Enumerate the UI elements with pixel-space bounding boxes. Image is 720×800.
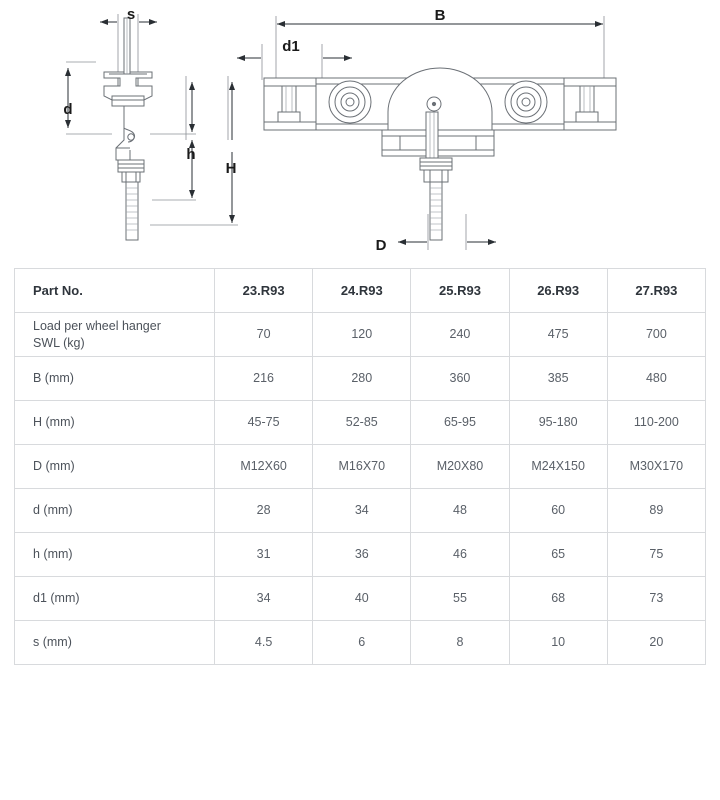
table-cell: 360 bbox=[411, 357, 509, 401]
table-cell: 34 bbox=[313, 489, 411, 533]
table-row bbox=[15, 401, 706, 445]
table-cell: 65 bbox=[509, 533, 607, 577]
table-cell: 45-75 bbox=[215, 401, 313, 445]
table-cell: 52-85 bbox=[313, 401, 411, 445]
table-cell: 280 bbox=[313, 357, 411, 401]
table-cell: 120 bbox=[313, 313, 411, 357]
table-cell: 73 bbox=[607, 577, 705, 621]
table-row bbox=[15, 533, 706, 577]
table-cell: 110-200 bbox=[607, 401, 705, 445]
specification-table bbox=[14, 268, 706, 665]
table-row bbox=[15, 357, 706, 401]
table-cell: 48 bbox=[411, 489, 509, 533]
dimension-label-d1: d1 bbox=[282, 38, 300, 55]
table-cell: 28 bbox=[215, 489, 313, 533]
dimension-label-B: B bbox=[434, 7, 446, 24]
dimension-label-h: h bbox=[186, 146, 196, 163]
table-cell: 70 bbox=[215, 313, 313, 357]
column-header-4: 27.R93 bbox=[607, 269, 705, 313]
table-cell: 480 bbox=[607, 357, 705, 401]
table-row bbox=[15, 445, 706, 489]
row-label: D (mm) bbox=[15, 445, 215, 489]
table-cell: 75 bbox=[607, 533, 705, 577]
table-cell: M12X60 bbox=[215, 445, 313, 489]
row-label: H (mm) bbox=[15, 401, 215, 445]
table-cell: 8 bbox=[411, 621, 509, 665]
table-cell: 60 bbox=[509, 489, 607, 533]
table-cell: 700 bbox=[607, 313, 705, 357]
table-cell: 31 bbox=[215, 533, 313, 577]
table-cell: 6 bbox=[313, 621, 411, 665]
table-row bbox=[15, 577, 706, 621]
spec-table-body bbox=[15, 269, 706, 665]
dimension-label-D: D bbox=[375, 237, 387, 254]
table-header-row bbox=[15, 269, 706, 313]
table-cell: 68 bbox=[509, 577, 607, 621]
table-cell: 89 bbox=[607, 489, 705, 533]
row-label: d1 (mm) bbox=[15, 577, 215, 621]
table-cell: 65-95 bbox=[411, 401, 509, 445]
table-cell: 385 bbox=[509, 357, 607, 401]
table-cell: 36 bbox=[313, 533, 411, 577]
technical-drawing bbox=[0, 0, 720, 268]
dimension-label-s: s bbox=[126, 6, 136, 23]
row-label: d (mm) bbox=[15, 489, 215, 533]
table-cell: 10 bbox=[509, 621, 607, 665]
table-cell: 4.5 bbox=[215, 621, 313, 665]
table-cell: 95-180 bbox=[509, 401, 607, 445]
table-cell: 34 bbox=[215, 577, 313, 621]
table-cell: M20X80 bbox=[411, 445, 509, 489]
table-row bbox=[15, 313, 706, 357]
dimension-label-d: d bbox=[63, 101, 73, 118]
table-cell: 55 bbox=[411, 577, 509, 621]
table-cell: 40 bbox=[313, 577, 411, 621]
table-cell: 475 bbox=[509, 313, 607, 357]
column-header-2: 25.R93 bbox=[411, 269, 509, 313]
row-label: B (mm) bbox=[15, 357, 215, 401]
table-cell: 46 bbox=[411, 533, 509, 577]
column-header-0: 23.R93 bbox=[215, 269, 313, 313]
column-header-3: 26.R93 bbox=[509, 269, 607, 313]
table-cell: M16X70 bbox=[313, 445, 411, 489]
row-label: Load per wheel hanger SWL (kg) bbox=[15, 313, 215, 357]
table-row bbox=[15, 621, 706, 665]
table-cell: 240 bbox=[411, 313, 509, 357]
table-cell: M24X150 bbox=[509, 445, 607, 489]
table-row bbox=[15, 489, 706, 533]
column-header-1: 24.R93 bbox=[313, 269, 411, 313]
row-label: s (mm) bbox=[15, 621, 215, 665]
table-cell: 216 bbox=[215, 357, 313, 401]
table-cell: 20 bbox=[607, 621, 705, 665]
column-header-part-no: Part No. bbox=[15, 269, 215, 313]
dimension-label-H: H bbox=[225, 160, 237, 177]
row-label: h (mm) bbox=[15, 533, 215, 577]
table-cell: M30X170 bbox=[607, 445, 705, 489]
